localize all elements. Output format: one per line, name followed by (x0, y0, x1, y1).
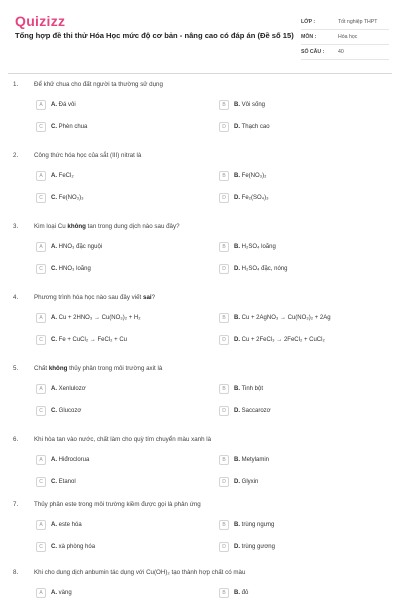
question-text: Chất không thủy phân trong môi trường axit là (34, 365, 163, 372)
option-text: D. trùng gương (234, 544, 275, 550)
option-a[interactable] (36, 312, 196, 324)
option-d[interactable] (219, 476, 379, 488)
meta-value: 40 (338, 49, 344, 55)
option-letter-badge: A (36, 384, 46, 394)
option-letter-badge: B (219, 588, 229, 598)
option-text: B. H₂SO₄ loãng (234, 244, 276, 250)
question-number: 4. (13, 294, 19, 301)
option-text: C. Fe + CuCl₂ → FeCl₂ + Cu (51, 337, 128, 343)
option-a[interactable] (36, 454, 196, 466)
option-c[interactable] (36, 541, 196, 553)
option-text: A. vàng (51, 590, 72, 596)
option-letter-badge: C (36, 264, 46, 274)
option-c[interactable] (36, 263, 196, 275)
option-letter-badge: C (36, 193, 46, 203)
question-number: 2. (13, 152, 19, 159)
option-text: A. HNO₃ đặc nguội (51, 244, 103, 250)
option-text: A. Xenlulozơ (51, 386, 86, 392)
option-letter-badge: D (219, 477, 229, 487)
option-c[interactable] (36, 405, 196, 417)
option-letter-badge: D (219, 542, 229, 552)
option-d[interactable] (219, 334, 379, 346)
option-text: C. Etanol (51, 479, 76, 485)
question-text: Công thức hóa học của sắt (III) nitrat là (34, 152, 142, 159)
question-text: Để khử chua cho đất người ta thường sử dụng (34, 81, 163, 88)
option-letter-badge: D (219, 406, 229, 416)
option-letter-badge: A (36, 242, 46, 252)
option-letter-badge: A (36, 455, 46, 465)
option-a[interactable] (36, 170, 196, 182)
option-letter-badge: C (36, 477, 46, 487)
worksheet-meta (301, 15, 389, 60)
option-a[interactable] (36, 519, 196, 531)
option-text: A. este hóa (51, 522, 82, 528)
meta-value: Tốt nghiệp THPT (338, 19, 378, 25)
meta-row-question-count (301, 45, 389, 60)
option-letter-badge: B (219, 171, 229, 181)
option-letter-badge: D (219, 264, 229, 274)
option-d[interactable] (219, 121, 379, 133)
option-text: D. Glyxin (234, 479, 259, 485)
option-letter-badge: D (219, 193, 229, 203)
emphasis: không (67, 223, 86, 230)
option-b[interactable] (219, 587, 379, 599)
option-letter-badge: A (36, 520, 46, 530)
header-divider (8, 73, 392, 74)
option-b[interactable] (219, 241, 379, 253)
option-d[interactable] (219, 192, 379, 204)
worksheet-title: Tổng hợp đề thi thử Hóa Học mức độ cơ bản - nâng cao có đáp án (Đề số 15) (15, 31, 294, 40)
question-3 (0, 217, 400, 287)
question-4 (0, 288, 400, 358)
option-text: D. Saccarozơ (234, 408, 271, 414)
option-b[interactable] (219, 312, 379, 324)
option-letter-badge: C (36, 406, 46, 416)
option-letter-badge: B (219, 455, 229, 465)
option-c[interactable] (36, 192, 196, 204)
option-letter-badge: B (219, 100, 229, 110)
option-text: A. Đá vôi (51, 102, 76, 108)
question-text: Khi cho dung dịch anbumin tác dụng với Cu(OH)₂ tạo thành hợp chất có màu (34, 569, 246, 576)
question-7 (0, 495, 400, 565)
meta-key: SỐ CÂU : (301, 49, 325, 55)
question-text: Khi hòa tan vào nước, chất làm cho quỳ tím chuyển màu xanh là (34, 436, 212, 443)
option-text: B. trùng ngưng (234, 522, 275, 528)
option-text: B. Vôi sống (234, 102, 266, 108)
meta-key: MÔN : (301, 34, 317, 40)
option-b[interactable] (219, 170, 379, 182)
option-text: B. Tinh bột (234, 386, 264, 392)
emphasis: sai (143, 294, 152, 301)
meta-row-grade (301, 15, 389, 30)
worksheet-header (0, 0, 400, 74)
option-d[interactable] (219, 405, 379, 417)
option-a[interactable] (36, 587, 196, 599)
option-letter-badge: B (219, 520, 229, 530)
question-number: 7. (13, 501, 19, 508)
question-number: 5. (13, 365, 19, 372)
option-text: C. Glucozơ (51, 408, 82, 414)
meta-value: Hóa học (338, 34, 358, 40)
option-letter-badge: D (219, 122, 229, 132)
option-letter-badge: C (36, 542, 46, 552)
option-a[interactable] (36, 383, 196, 395)
option-text: C. xà phòng hóa (51, 544, 96, 550)
option-text: B. Cu + 2AgNO₃ → Cu(NO₃)₂ + 2Ag (234, 315, 331, 321)
option-text: B. Fe(NO₃)₂ (234, 173, 267, 179)
option-text: B. Metylamin (234, 457, 270, 463)
option-c[interactable] (36, 121, 196, 133)
option-letter-badge: B (219, 384, 229, 394)
option-b[interactable] (219, 519, 379, 531)
option-letter-badge: A (36, 100, 46, 110)
option-letter-badge: B (219, 313, 229, 323)
option-c[interactable] (36, 476, 196, 488)
option-text: A. Hiđroclorua (51, 457, 90, 463)
question-2 (0, 146, 400, 216)
question-text: Phương trình hóa học nào sau đây viết sai? (34, 294, 156, 301)
emphasis: không (48, 365, 68, 372)
option-text: C. Phèn chua (51, 124, 88, 130)
question-text: Kim loại Cu không tan trong dung dịch nào sau đây? (34, 223, 180, 230)
option-b[interactable] (219, 454, 379, 466)
question-8 (0, 563, 400, 600)
option-d[interactable] (219, 263, 379, 275)
option-text: A. Cu + 2HNO₃ → Cu(NO₃)₂ + H₂ (51, 315, 141, 321)
question-number: 8. (13, 569, 19, 576)
option-text: C. Fe(NO₃)₃ (51, 195, 84, 201)
option-b[interactable] (219, 99, 379, 111)
option-text: A. FeCl₂ (51, 173, 74, 179)
option-text: D. Cu + 2FeCl₃ → 2FeCl₂ + CuCl₂ (234, 337, 325, 343)
option-b[interactable] (219, 383, 379, 395)
option-letter-badge: C (36, 122, 46, 132)
question-number: 3. (13, 223, 19, 230)
option-text: B. đỏ (234, 590, 249, 596)
question-6 (0, 430, 400, 500)
question-number: 6. (13, 436, 19, 443)
question-5 (0, 359, 400, 429)
option-letter-badge: D (219, 335, 229, 345)
option-d[interactable] (219, 541, 379, 553)
option-a[interactable] (36, 99, 196, 111)
meta-key: LỚP : (301, 19, 316, 25)
option-letter-badge: A (36, 313, 46, 323)
question-number: 1. (13, 81, 19, 88)
option-letter-badge: B (219, 242, 229, 252)
option-letter-badge: A (36, 171, 46, 181)
meta-row-subject (301, 30, 389, 45)
question-text: Thủy phân este trong môi trường kiềm được gọi là phản ứng (34, 501, 201, 508)
option-c[interactable] (36, 334, 196, 346)
option-letter-badge: C (36, 335, 46, 345)
question-1 (0, 75, 400, 145)
option-letter-badge: A (36, 588, 46, 598)
quizizz-logo[interactable]: Quizizz (15, 13, 66, 29)
option-a[interactable] (36, 241, 196, 253)
option-text: C. HNO₃ loãng (51, 266, 91, 272)
option-text: D. H₂SO₄ đặc, nóng (234, 266, 288, 272)
option-text: D. Fe₂(SO₄)₃ (234, 195, 269, 201)
option-text: D. Thạch cao (234, 124, 270, 130)
